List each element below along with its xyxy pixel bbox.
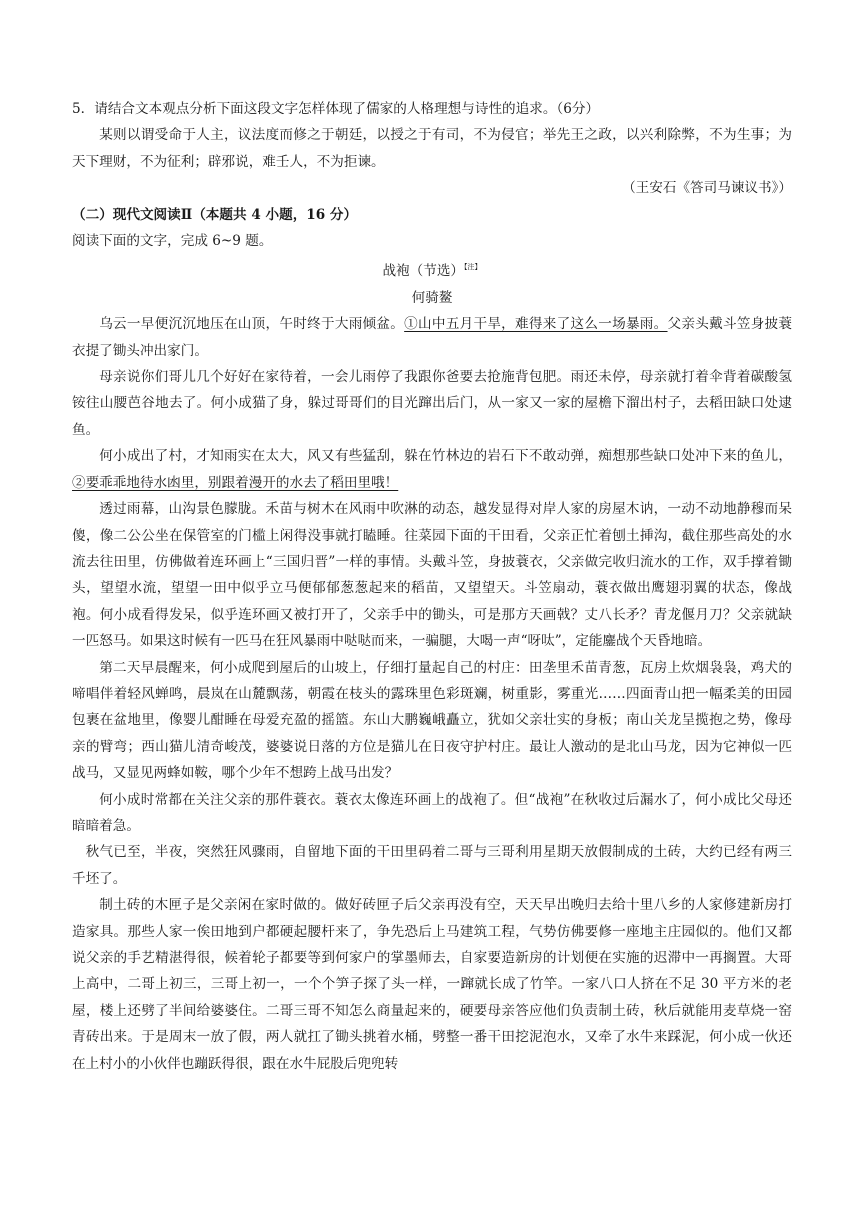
paragraph-4: 透过雨幕，山沟景色朦胧。禾苗与树木在风雨中吹淋的动态，越发显得对岸人家的房屋木讷，一动不动地静穆而呆傻，像二公公坐在保管室的门槛上闲得没事就打瞌睡。往菜园下面的干田看，父亲正忙着刨土挿沟，截住那些高处的水流去往田里，仿佛做着连环画上“三国归晋”一样的事情。头戴斗笠，身披蓑衣，父亲做完收归流水的工作，双手撑着锄头，望望水流，望望一田中似乎立马便郁郁葱葱起来的稻苗，又望望天。斗笠扇动，蓑衣做出鹰翅羽翼的状态，像战袍。何小成看得发呆，似乎连环画又被打开了，父亲手中的锄头，可是那方天画戟？丈八长矛？青龙偃月刀？父亲就缺一匹怒马。如果这时候有一匹马在狂风暴雨中哒哒而来，一骗腿，大喝一声“呀呔”，定能鏖战个天昏地暗。 xyxy=(72,501,792,650)
note-mark: 【注】 xyxy=(464,263,482,272)
article-title xyxy=(72,254,792,284)
paragraph-6: 何小成时常都在关注父亲的那件蓑衣。蓑衣太像连环画上的战袍了。但“战袍”在秋收过后漏水了，何小成比父母还暗暗着急。 xyxy=(72,791,792,834)
p3-text-a: 何小成出了村，才知雨实在太大，风又有些猛刮，躲在竹林边的岩石下不敢动弹，痴想那些缺口处冲下来的鱼儿， xyxy=(99,448,792,465)
section-heading: （二）现代文阅读Ⅱ（本题共 4 小题，16 分） xyxy=(72,206,358,223)
paragraph-1 xyxy=(72,311,792,364)
question-5-quote: 某则以谓受命于人主，议法度而修之于朝廷，以授之于有司，不为侵官；举先王之政，以兴利除弊，不为生事；为天下理财，不为征利；辟邪说，难壬人，不为拒谏。 xyxy=(72,127,792,170)
question-5: 5．请结合文本观点分析下面这段文字怎样体现了儒家的人格理想与诗性的追求。（6分） xyxy=(72,101,600,117)
paragraph-5: 第二天早晨醒来，何小成爬到屋后的山坡上，仔细打量起自己的村庄：田垄里禾苗青葱，瓦房上炊烟袅袅，鸡犬的啼唱伴着轻风蝉鸣，晨岚在山麓飘荡，朝霞在枝头的露珠里色彩斑斓，树重影，雾重光……四面青山把一幅柔美的田园包裹在盆地里，像婴儿酣睡在母爱充盈的摇篮。东山大鹏巍峨矗立，犹如父亲壮实的身板；南山关龙呈揽抱之势，像母亲的臂弯；西山猫儿清奇峻茂，婆婆说日落的方位是猫儿在日夜守护村庄。最让人激动的是北山马龙，因为它神似一匹战马，又显见两蜂如鞍，哪个少年不想跨上战马出发？ xyxy=(72,659,792,782)
paragraph-2: 母亲说你们哥儿几个好好在家待着，一会儿雨停了我跟你爸要去抢施背包肥。雨还未停，母亲就打着伞背着碳酸氢铵往山腰芭谷地去了。何小成猫了身，躲过哥哥们的目光蹿出后门，从一家又一家的屋檐下溜出村子，去稻田缺口处逮鱼。 xyxy=(72,369,792,438)
article-author: 何骑鳌 xyxy=(411,289,453,306)
underlined-sentence-1: ①山中五月干旱，难得来了这么一场暴雨。 xyxy=(404,316,668,333)
quote-source: （王安石《答司马谏议书》） xyxy=(622,180,792,197)
section-instruction: 阅读下面的文字，完成 6~9 题。 xyxy=(72,233,273,250)
paragraph-8: 制土砖的木匣子是父亲闲在家时做的。做好砖匣子后父亲再没有空，天天早出晚归去给十里八乡的人家修建新房打造家具。那些人家一俟田地到户都硬起腰杆来了，争先恐后上马建筑工程，气势仿佛要修一座地主庄园似的。他们又都说父亲的手艺精湛得很，候着轮子都要等到何家户的掌墨师去，自家要造新房的计划便在实施的迟滞中一再搁置。大哥上高中，二哥上初三，三哥上初一，一个个笋子探了头一样，一蹿就长成了竹竿。一家八口人挤在不足 30 平方米的老屋，楼上还劈了半间给婆婆住。二哥三哥不知怎么商量起来的，硬要母亲答应他们负责制土砖，秋后就能用麦草烧一窑青砖出来。于是周末一放了假，两人就扛了锄头挑着水桶，劈整一番干田挖泥泡水，又牵了水牛来踩泥，何小成一伙还在上村小的小伙伴也蹦跃得很，跟在水牛屁股后兜兜转 xyxy=(72,897,792,1072)
underlined-sentence-2: ②要乖乖地待水凼里，别跟着漫开的水去了稻田里哦！ xyxy=(72,474,399,491)
paragraph-7: 秋气已至，半夜，突然狂风骤雨，自留地下面的干田里码着二哥与三哥利用星期天放假制成的土砖，大约已经有两三千坯了。 xyxy=(72,844,792,887)
p1-text-a: 乌云一早便沉沉地压在山顶，午时终于大雨倾盆。 xyxy=(99,316,405,333)
paragraph-3 xyxy=(72,443,792,496)
page xyxy=(72,96,792,1077)
article-title-text: 战袍（节选） xyxy=(382,263,465,280)
p1-text-b: 父亲头戴斗笠身披蓑衣提了锄头冲出家门。 xyxy=(72,316,793,359)
